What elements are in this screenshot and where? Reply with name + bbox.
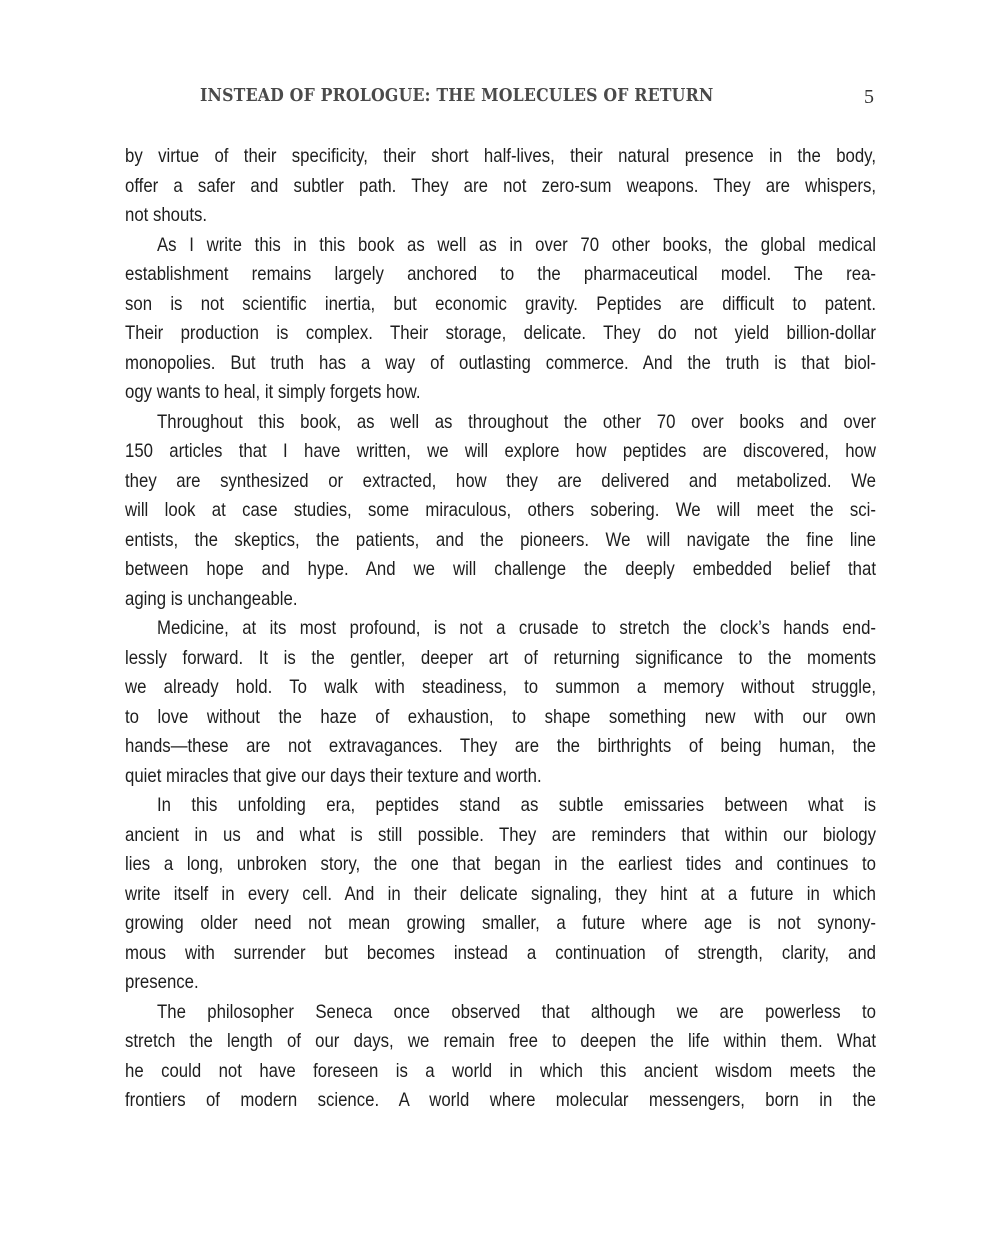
text-line bbox=[125, 437, 876, 467]
text-line-content: to love without the haze of exhaustion, to shape something new with our own bbox=[125, 705, 876, 728]
text-line-content: monopolies. But truth has a way of outlasting commerce. And the truth is that biol- bbox=[125, 351, 876, 374]
text-line-content: In this unfolding era, peptides stand as subtle emissaries between what is bbox=[157, 794, 877, 816]
page-number: 5 bbox=[864, 86, 874, 108]
text-line bbox=[125, 408, 876, 438]
text-line bbox=[125, 1086, 876, 1116]
text-line-content: son is not scientific inertia, but economic gravity. Peptides are difficult to patent. bbox=[125, 292, 877, 315]
text-line bbox=[125, 850, 876, 880]
text-line bbox=[125, 821, 876, 851]
text-line bbox=[125, 378, 876, 408]
text-line bbox=[125, 614, 876, 644]
text-line bbox=[125, 585, 876, 615]
text-line-content: quiet miracles that give our days their texture and worth. bbox=[125, 764, 542, 787]
text-line-content: they are synthesized or extracted, how they are delivered and metabolized. We bbox=[125, 469, 876, 492]
text-line-content: Throughout this book, as well as throughout the other 70 over books and over bbox=[157, 410, 876, 433]
running-header bbox=[0, 86, 1000, 114]
text-line-content: Medicine, at its most profound, is not a crusade to stretch the clock’s hands end- bbox=[157, 617, 877, 639]
text-line-content: write itself in every cell. And in their delicate signaling, they hint at a future in which bbox=[125, 882, 877, 905]
paragraph bbox=[125, 142, 876, 231]
text-line-content: frontiers of modern science. A world where molecular messengers, born in the bbox=[125, 1089, 876, 1111]
paragraph bbox=[125, 614, 876, 791]
text-line-content: we already hold. To walk with steadiness, to summon a memory without struggle, bbox=[125, 676, 876, 698]
text-line bbox=[125, 231, 876, 261]
text-line-content: will look at case studies, some miraculous, others sobering. We will meet the sci- bbox=[125, 499, 877, 521]
text-line-content: growing older need not mean growing smaller, a future where age is not synony- bbox=[125, 912, 877, 934]
text-line bbox=[125, 555, 876, 585]
text-line-content: between hope and hype. And we will challenge the deeply embedded belief that bbox=[125, 558, 876, 580]
text-line bbox=[125, 644, 876, 674]
text-line-content: mous with surrender but becomes instead a continuation of strength, clarity, and bbox=[125, 941, 876, 964]
text-line-content: establishment remains largely anchored to the pharmaceutical model. The rea- bbox=[125, 263, 876, 285]
text-line bbox=[125, 142, 876, 172]
text-line-content: lies a long, unbroken story, the one that began in the earliest tides and continues to bbox=[125, 853, 876, 875]
text-line-content: lessly forward. It is the gentler, deeper art of returning significance to the moments bbox=[125, 646, 876, 669]
text-line bbox=[125, 290, 876, 320]
text-line bbox=[125, 467, 876, 497]
text-line bbox=[125, 880, 876, 910]
body-text bbox=[125, 142, 876, 1116]
paragraph bbox=[125, 998, 876, 1116]
text-line bbox=[125, 968, 876, 998]
text-line-content: he could not have foreseen is a world in which this ancient wisdom meets the bbox=[125, 1059, 876, 1082]
text-line-content: offer a safer and subtler path. They are not zero-sum weapons. They are whispers, bbox=[125, 174, 876, 197]
text-line bbox=[125, 673, 876, 703]
text-line bbox=[125, 909, 876, 939]
text-line-content: by virtue of their specificity, their short half-lives, their natural presence in the body, bbox=[125, 145, 876, 167]
text-line-content: Their production is complex. Their storage, delicate. They do not yield billion-dollar bbox=[125, 322, 877, 344]
text-line-content: aging is unchangeable. bbox=[125, 587, 298, 610]
text-line bbox=[125, 732, 876, 762]
text-line-content: stretch the length of our days, we remain free to deepen the life within them. What bbox=[125, 1030, 877, 1052]
paragraph bbox=[125, 791, 876, 998]
text-line-content: hands—these are not extravagances. They are the birthrights of being human, the bbox=[125, 735, 876, 757]
text-line bbox=[125, 998, 876, 1028]
text-line bbox=[125, 791, 876, 821]
text-line bbox=[125, 349, 876, 379]
text-line bbox=[125, 1027, 876, 1057]
text-line bbox=[125, 703, 876, 733]
text-line-content: As I write this in this book as well as in over 70 other books, the global medical bbox=[157, 233, 877, 256]
text-line bbox=[125, 172, 876, 202]
text-line-content: 150 articles that I have written, we will explore how peptides are discovered, how bbox=[125, 440, 876, 462]
text-line bbox=[125, 260, 876, 290]
text-line-content: entists, the skeptics, the patients, and the pioneers. We will navigate the fine line bbox=[125, 528, 876, 551]
text-line-content: ancient in us and what is still possible. They are reminders that within our biology bbox=[125, 823, 877, 846]
running-title: INSTEAD OF PROLOGUE: THE MOLECULES OF RETURN bbox=[200, 86, 714, 106]
text-line bbox=[125, 496, 876, 526]
text-line bbox=[125, 939, 876, 969]
paragraph bbox=[125, 231, 876, 408]
text-line bbox=[125, 201, 876, 231]
text-line-content: not shouts. bbox=[125, 204, 208, 226]
text-line-content: presence. bbox=[125, 971, 199, 993]
text-line bbox=[125, 319, 876, 349]
paragraph bbox=[125, 408, 876, 615]
text-line bbox=[125, 1057, 876, 1087]
text-line bbox=[125, 762, 876, 792]
text-line bbox=[125, 526, 876, 556]
text-line-content: The philosopher Seneca once observed that although we are powerless to bbox=[157, 1000, 877, 1023]
text-line-content: ogy wants to heal, it simply forgets how. bbox=[125, 381, 421, 403]
